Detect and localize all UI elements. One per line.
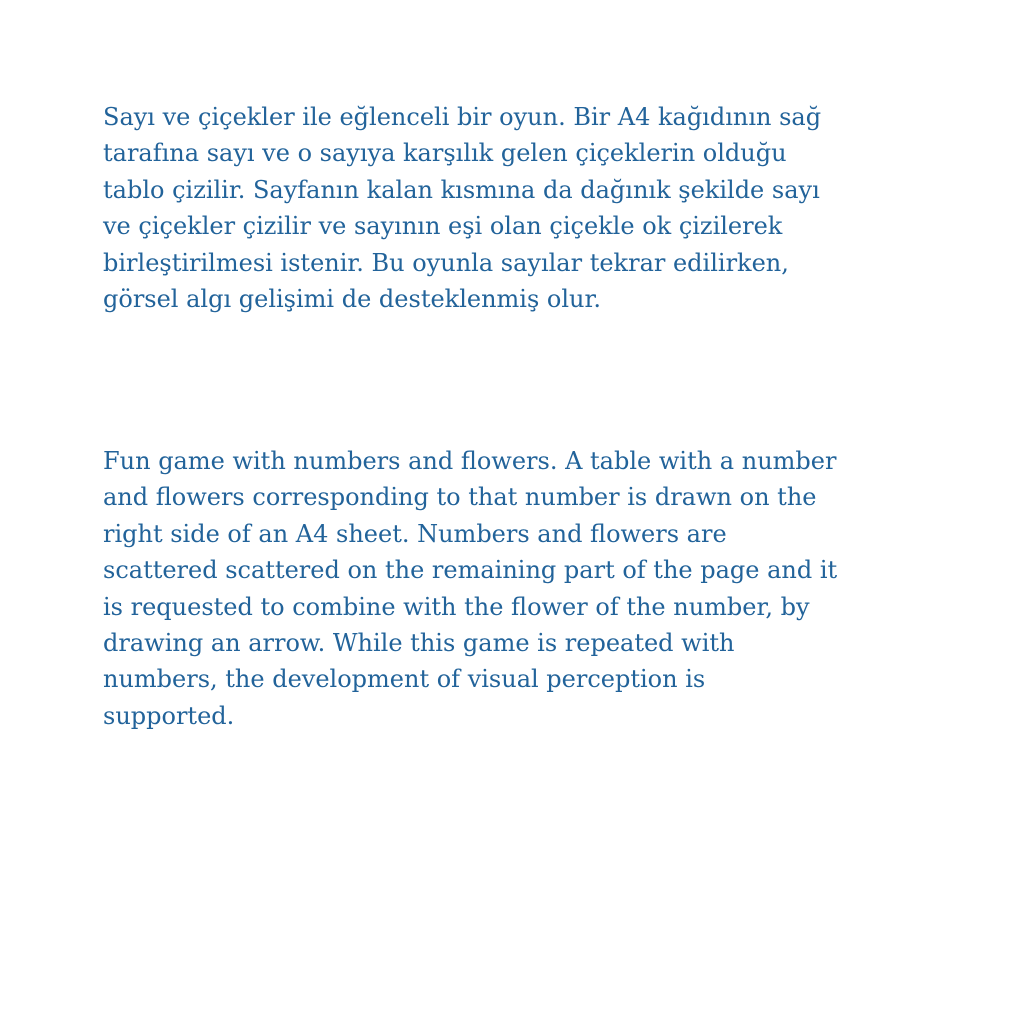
turkish-paragraph: Sayı ve çiçekler ile eğlenceli bir oyun. Bir A4 kağıdının sağ tarafına sayı ve o sayıya karşılık gelen çiçeklerin olduğu tablo çizilir. Sayfanın kalan kısmına da dağınık şekilde sayı ve çiçekler çizilir ve sayının eşi olan çiçekle ok çizilerek birleştirilmesi istenir. Bu oyunla sayılar tekrar edilirken, görsel algı gelişimi de desteklenmiş olur.: [103, 103, 822, 314]
english-paragraph: Fun game with numbers and flowers. A table with a number and flowers corresponding to that number is drawn on the right side of an A4 sheet. Numbers and flowers are scattered scattered on the remaining part of the page and it is requested to combine with the flower of the number, by drawing an arrow. While this game is repeated with numbers, the development of visual perception is supported.: [103, 447, 838, 730]
